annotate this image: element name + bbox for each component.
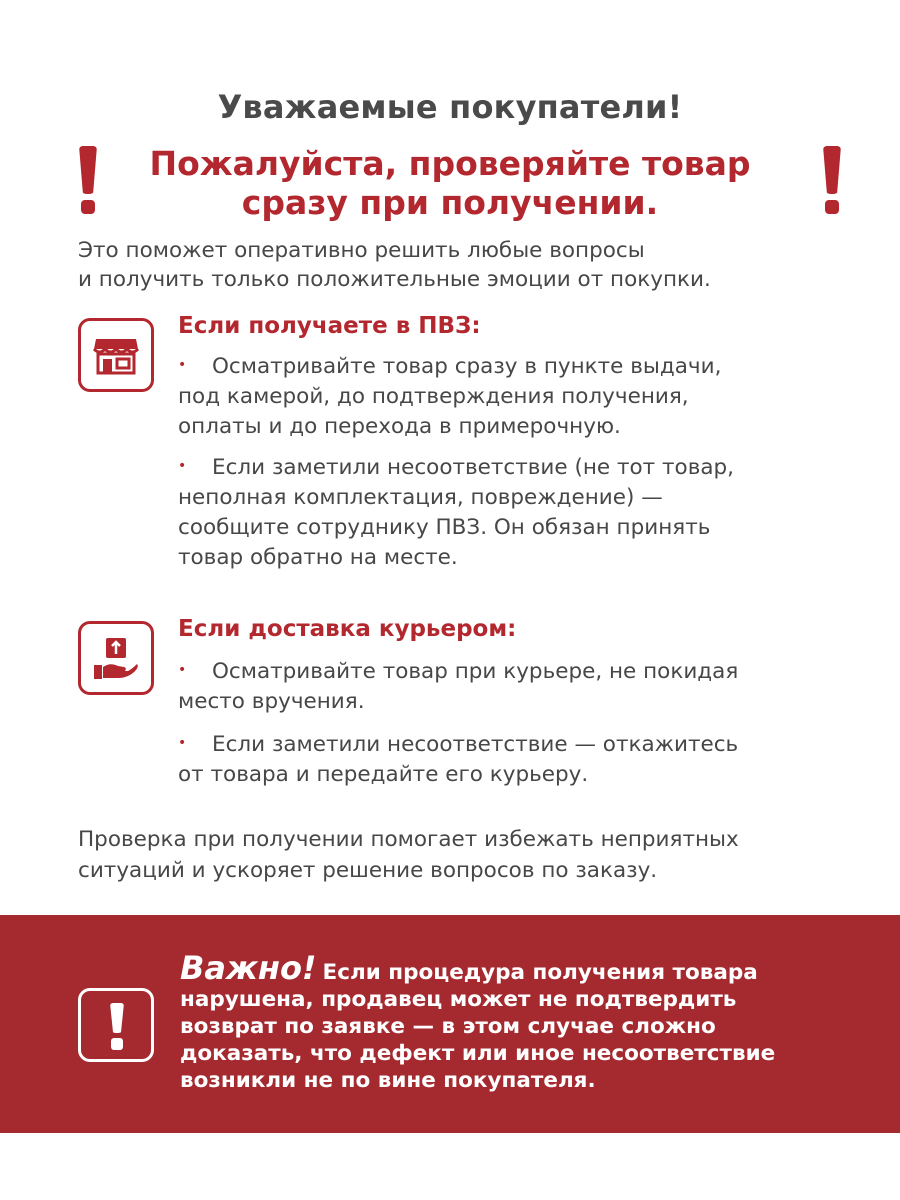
pickup-title: Если получаете в ПВЗ: [178,313,481,339]
outro-line-1: Проверка при получении помогает избежать неприятных [78,827,739,852]
intro-text [78,236,838,294]
warning-exclamation-icon [78,988,154,1062]
intro-line-1: Это поможет оперативно решить любые вопросы [78,238,645,263]
pickup-bullet-1: • Осматривайте товар сразу в пункте выдачи, под камерой, до подтверждения получения, оплаты и до перехода в примерочную. [178,350,838,442]
important-lead: Важно! [180,949,317,987]
courier-bullet-1: • Осматривайте товар при курьере, не покидая место вручения. [178,655,838,717]
courier-bullet-2: • Если заметили несоответствие — откажитесь от товара и передайте его курьеру. [178,728,838,790]
greeting-heading: Уважаемые покупатели! [217,88,683,126]
exclamation-right-icon [822,146,842,214]
headline-line-1: Пожалуйста, проверяйте товар [149,144,751,183]
intro-line-2: и получить только положительные эмоции от покупки. [78,267,711,292]
bullet-dot: • [178,357,187,373]
outro-text [78,824,858,886]
pickup-bullet-2: • Если заметили несоответствие (не тот товар, неполная комплектация, повреждение) — сообщите сотруднику ПВЗ. Он обязан принять товар обратно на месте. [178,451,838,573]
storefront-icon [78,318,154,392]
bullet-dot: • [178,662,187,678]
bullet-dot: • [178,458,187,474]
important-text: Важно! Если процедура получения товара нарушена, продавец может не подтвердить возврат по заявке — в этом случае сложно доказать, что дефект или иное несоответствие возникли не по вине покупателя. [180,949,776,1093]
bullet-dot: • [178,735,187,751]
courier-title: Если доставка курьером: [178,616,517,642]
headline [120,144,780,222]
hand-with-box-icon [78,621,154,695]
important-banner [0,915,900,1133]
exclamation-left-icon [78,146,98,214]
headline-line-2: сразу при получении. [241,183,659,222]
outro-line-2: ситуаций и ускоряет решение вопросов по заказу. [78,858,658,883]
